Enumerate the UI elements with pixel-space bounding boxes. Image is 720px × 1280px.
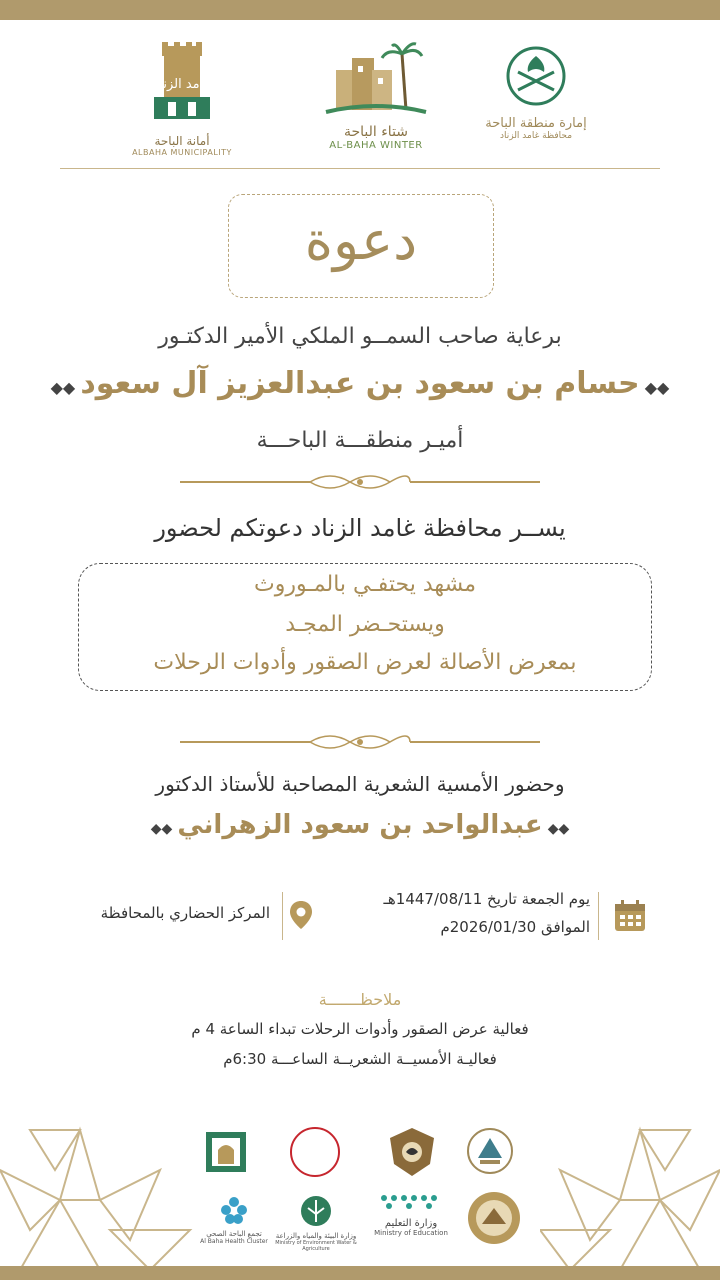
left-ornament [0,1110,200,1270]
ornament-divider [180,470,540,494]
health-caption-ar: تجمع الباحة الصحي [206,1230,262,1238]
invitation-title: دعوة [304,209,418,272]
environment-caption-ar: وزارة البيئة والمياه والزراعة [275,1232,357,1240]
albaha-health-cluster-logo [200,1194,268,1245]
info-separator [282,892,283,940]
winter-name-en: AL-BAHA WINTER [329,140,423,151]
box-line-3: بمعرض الأصالة لعرض الصقور وأدوات الرحلات [153,650,577,675]
highlight-box [78,563,652,691]
education-caption-ar: وزارة التعليم [384,1218,438,1229]
albaha-emirate-logo [484,42,588,154]
emirate-name-sub: محافظة غامد الزناد [499,131,573,141]
info-separator [598,892,599,940]
location-pin-icon [288,900,314,934]
poet-name-row [0,810,720,840]
municipality-name-en: ALBAHA MUNICIPALITY [132,148,232,157]
ministry-of-education-logo [374,1190,448,1237]
event-date-hijri: يوم الجمعة تاريخ 1447/08/11هـ [383,890,590,908]
diamond-icon: ◆◆ [547,821,570,837]
patron-name-row [0,366,720,401]
albaha-municipality-logo [132,42,232,157]
albaha-winter-logo [322,40,430,152]
diamond-icon: ◆◆ [50,378,76,397]
education-caption-en: Ministry of Education [374,1229,448,1237]
region-seal-logo [466,1190,522,1250]
right-ornament [540,1110,720,1270]
header-divider [60,168,660,169]
winter-name-ar: شتاء الباحة [343,124,409,140]
bottom-band [0,1266,720,1280]
poet-intro: وحضور الأمسية الشعرية المصاحبة للأستاذ الدكتور [155,772,565,796]
box-line-1: مشهد يحتفـي بالمـوروث [254,572,476,597]
health-caption-en: Al Baha Health Cluster [200,1238,268,1245]
emirate-name-ar: إمارة منطقة الباحة [485,116,587,131]
calendar-icon [612,898,648,938]
event-date-gregorian: الموافق 2026/01/30م [440,918,590,936]
diamond-icon: ◆◆ [150,821,173,837]
falcon-emblem [382,1126,442,1182]
diamond-icon: ◆◆ [644,378,670,397]
note-item-1: فعالية عرض الصقور وأدوات الرحلات تبداء الساعة 4 م [191,1020,529,1038]
top-band [0,0,720,20]
box-line-2: ويستحـضر المجـد [285,612,445,637]
poet-name: عبدالواحد بن سعود الزهراني [177,810,543,840]
event-location: المركز الحضاري بالمحافظة [100,904,270,922]
islamic-affairs-logo [200,1126,252,1182]
svg-text:غامد الزناد: غامد الزناد [153,77,211,92]
red-crescent-logo [286,1126,344,1182]
title-frame [228,194,494,298]
invite-line: يســر محافظة غامد الزناد دعوتكم لحضور [154,514,566,542]
environment-caption-en: Ministry of Environment Water & Agriculture [275,1240,357,1252]
patron-position: أميـر منطقـــة الباحـــة [256,428,464,453]
vision-ministry-emblem [460,1126,520,1180]
ministry-environment-logo [270,1194,362,1252]
note-item-2: فعاليـة الأمسيــة الشعريــة الساعـــة 6:30م [223,1050,497,1068]
patron-name: حسام بن سعود بن عبدالعزيز آل سعود [80,366,640,401]
notes-title: ملاحظـــــــة [318,990,402,1009]
ornament-divider [180,730,540,754]
patron-intro: برعاية صاحب السمــو الملكي الأمير الدكتـور [158,324,562,349]
municipality-name-ar: أمانة الباحة [154,134,210,148]
